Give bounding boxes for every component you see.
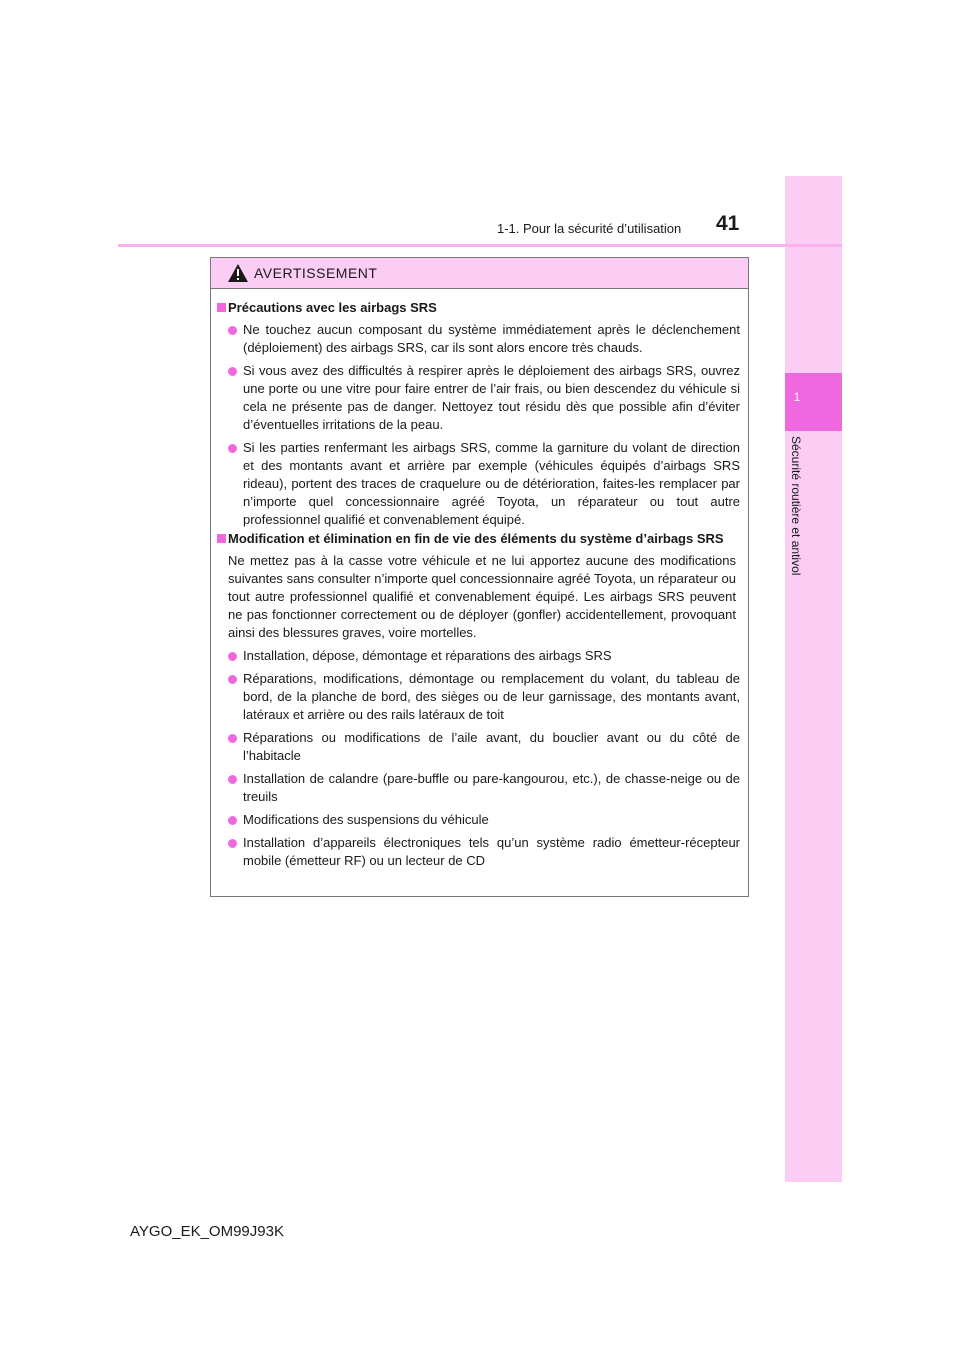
section-header: 1-1. Pour la sécurité d’utilisation	[497, 221, 682, 236]
warning-header	[211, 258, 748, 289]
list-item: Si les parties renfermant les airbags SRS, comme la garniture du volant de direction et des montants avant et arrière par exemple (véhicules équipés d’airbags SRS rideau), portent des traces de craquelure ou de détérioration, faites-les remplacer par n’importe quel concessionnaire agréé Toyota, un réparateur ou tout autre professionnel qualifié et convenablement équipé.	[217, 439, 740, 529]
section-title: Précautions avec les airbags SRS	[217, 299, 740, 317]
list-item: Installation de calandre (pare-buffle ou pare-kangourou, etc.), de chasse-neige ou de treuils	[217, 770, 740, 806]
warning-label: AVERTISSEMENT	[254, 265, 378, 281]
square-bullet-icon	[217, 303, 226, 312]
list-item: Modifications des suspensions du véhicule	[217, 811, 740, 829]
header-rule	[118, 244, 842, 247]
section-precautions	[217, 299, 740, 529]
bullet-dot-icon	[228, 775, 237, 784]
list-item: Si vous avez des difficultés à respirer après le déploiement des airbags SRS, ouvrez une porte ou une vitre pour faire entrer de l’air frais, ou bien descendez du véhicule si cela ne présente pas de danger. Nettoyez tout résidu dès que possible afin d’éviter d’éventuelles irritations de la peau.	[217, 362, 740, 434]
square-bullet-icon	[217, 534, 226, 543]
bullet-dot-icon	[228, 444, 237, 453]
list-item: Ne touchez aucun composant du système immédiatement après le déclenchement (déploiement) des airbags SRS, car ils sont alors encore très chauds.	[217, 321, 740, 357]
chapter-title: Sécurité routière et antivol	[789, 436, 803, 576]
list-item: Réparations, modifications, démontage ou remplacement du volant, du tableau de bord, de la planche de bord, des sièges ou de leur garnissage, des montants avant, latéraux et arrière ou des rails latéraux de toit	[217, 670, 740, 724]
section-paragraph: Ne mettez pas à la casse votre véhicule et ne lui apportez aucune des modifications suivantes sans consulter n’importe quel concessionnaire agréé Toyota, un réparateur ou tout autre professionnel qualifié et convenablement équipé. Les airbags SRS peuvent ne pas fonctionner correctement ou de déployer (gonfler) accidentellement, provoquant ainsi des blessures graves, voire mortelles.	[228, 553, 736, 640]
bullet-dot-icon	[228, 839, 237, 848]
list-item: Installation, dépose, démontage et réparations des airbags SRS	[217, 647, 740, 665]
list-item: Réparations ou modifications de l’aile avant, du bouclier avant ou du côté de l’habitacle	[217, 729, 740, 765]
section-title: Modification et élimination en fin de vie des éléments du système d’airbags SRS	[217, 530, 740, 548]
warning-box	[210, 257, 749, 897]
bullet-dot-icon	[228, 816, 237, 825]
bullet-dot-icon	[228, 734, 237, 743]
document-code: AYGO_EK_OM99J93K	[130, 1223, 284, 1240]
chapter-number: 1	[793, 390, 801, 404]
section-modification	[217, 530, 740, 870]
warning-triangle-icon	[227, 263, 249, 283]
bullet-dot-icon	[228, 675, 237, 684]
bullet-dot-icon	[228, 367, 237, 376]
bullet-dot-icon	[228, 326, 237, 335]
page-number: 41	[716, 212, 740, 235]
list-item: Installation d’appareils électroniques tels qu’un système radio émetteur-récepteur mobile (émetteur RF) ou un lecteur de CD	[217, 834, 740, 870]
bullet-dot-icon	[228, 652, 237, 661]
side-tab	[785, 176, 842, 1182]
